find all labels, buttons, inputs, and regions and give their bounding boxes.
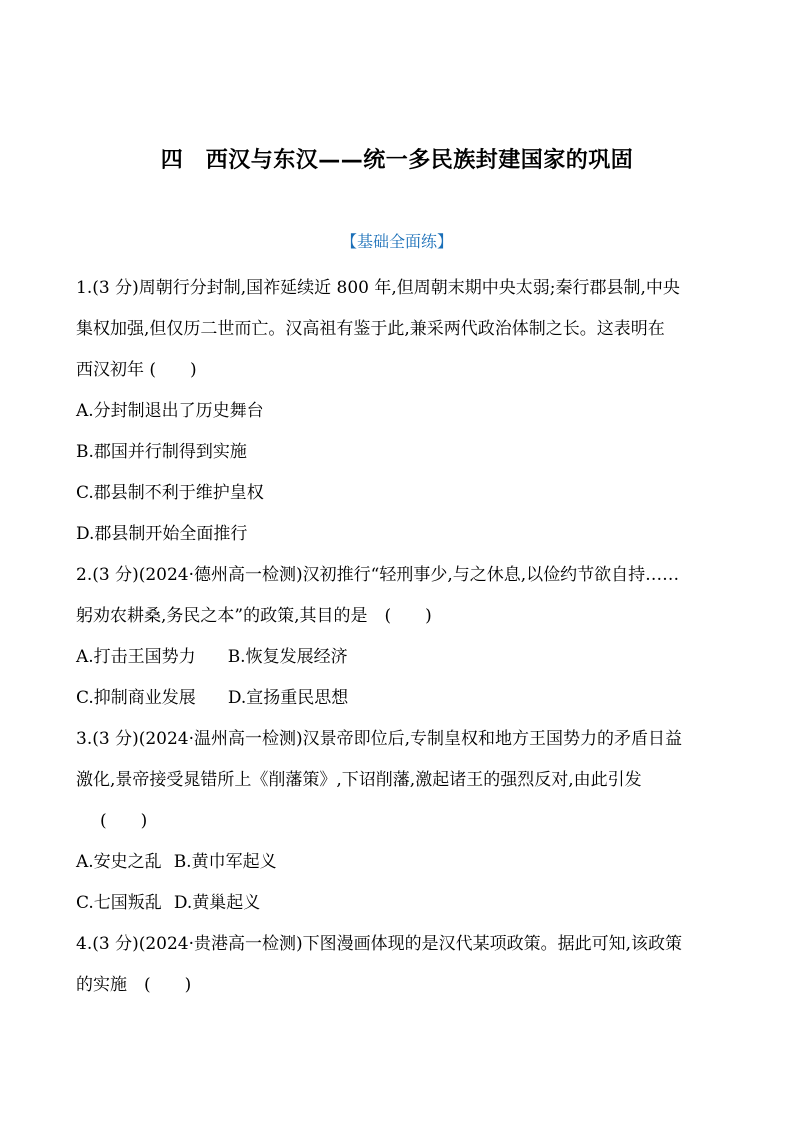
page-title: 四 西汉与东汉——统一多民族封建国家的巩固 [160, 148, 634, 173]
question-2 [76, 555, 720, 719]
question-3-options-row-1 [76, 842, 720, 883]
question-4-line-1: 4.(3 分)(2024·贵港高一检测)下图漫画体现的是汉代某项政策。据此可知,该政策 [76, 934, 683, 954]
question-2-option-c: C.抑制商业发展 [76, 688, 196, 708]
question-3-option-d: D.黄巢起义 [173, 893, 261, 913]
question-1-option-d: D.郡县制开始全面推行 [76, 524, 248, 544]
question-1 [76, 268, 720, 555]
section-heading: 【基础全面练】 [340, 232, 453, 251]
question-3-option-b: B.黄巾军起义 [173, 852, 277, 872]
question-1-line-1: 1.(3 分)周朝行分封制,国祚延续近 800 年,但周朝末期中央太弱;秦行郡县制,中央 [76, 278, 680, 298]
question-1-option-c: C.郡县制不利于维护皇权 [76, 483, 264, 503]
question-3 [76, 719, 720, 924]
question-3-line-2: 激化,景帝接受晁错所上《削藩策》,下诏削藩,激起诸王的强烈反对,由此引发 [76, 770, 642, 790]
question-4 [76, 924, 720, 1006]
question-list [76, 268, 720, 1006]
question-2-options-row-2 [76, 678, 720, 719]
question-2-line-1: 2.(3 分)(2024·德州高一检测)汉初推行“轻刑事少,与之休息,以俭约节欲自持…… [76, 565, 680, 585]
question-3-line-1: 3.(3 分)(2024·温州高一检测)汉景帝即位后,专制皇权和地方王国势力的矛盾日益 [76, 729, 683, 749]
question-2-option-b: B.恢复发展经济 [227, 647, 348, 667]
question-1-option-b: B.郡国并行制得到实施 [76, 442, 247, 462]
question-2-options-row-1 [76, 637, 720, 678]
question-3-line-3: ( ) [100, 811, 148, 831]
question-3-options-row-2 [76, 883, 720, 924]
question-1-line-3: 西汉初年 ( ) [76, 360, 197, 380]
question-1-line-2: 集权加强,但仅历二世而亡。汉高祖有鉴于此,兼采两代政治体制之长。这表明在 [76, 319, 665, 339]
question-1-option-a: A.分封制退出了历史舞台 [76, 401, 264, 421]
question-2-option-d: D.宣扬重民思想 [227, 688, 349, 708]
question-3-option-c: C.七国叛乱 [76, 893, 162, 913]
question-2-line-2: 躬劝农耕桑,务民之本”的政策,其目的是 ( ) [76, 606, 432, 626]
question-3-option-a: A.安史之乱 [76, 852, 162, 872]
question-4-line-2: 的实施 ( ) [76, 975, 192, 995]
question-2-option-a: A.打击王国势力 [76, 647, 196, 667]
